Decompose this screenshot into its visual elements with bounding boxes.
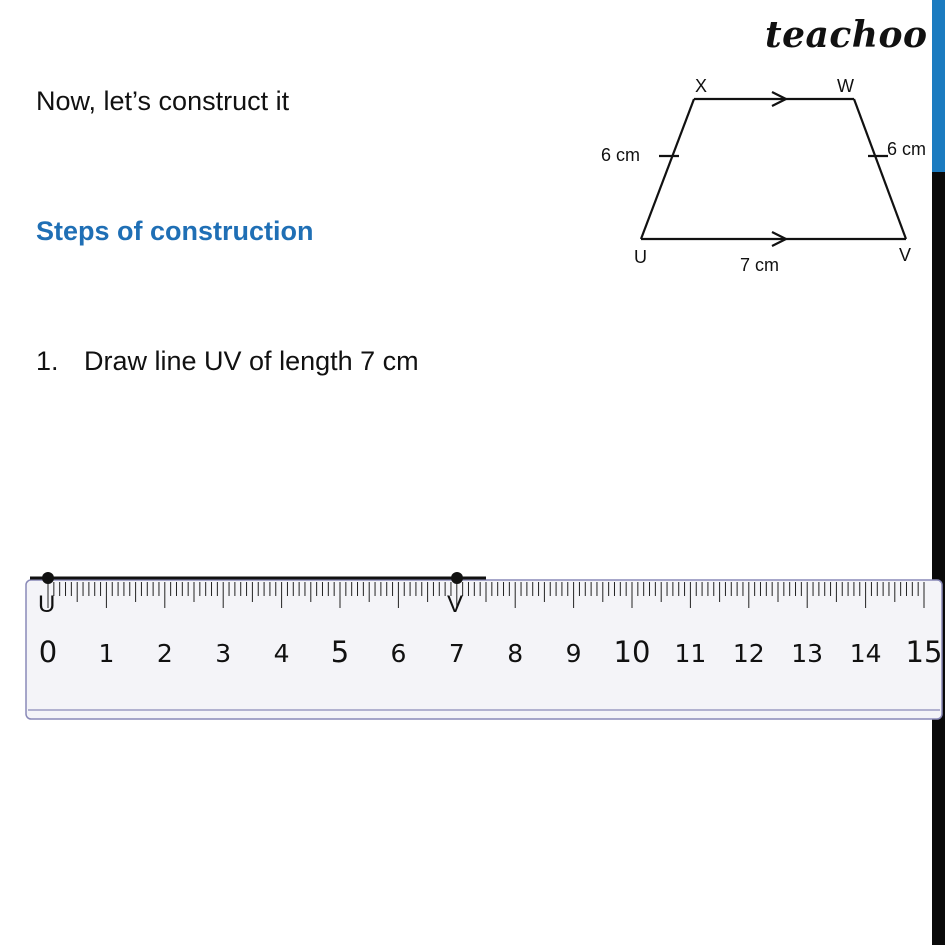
right-side-label: 6 cm xyxy=(887,139,927,159)
ruler-number: 12 xyxy=(732,639,765,668)
ruler-number: 10 xyxy=(613,635,651,669)
steps-heading: Steps of construction xyxy=(36,216,314,246)
ruler-number: 15 xyxy=(905,635,943,669)
point-u-label: U xyxy=(38,591,56,618)
ruler-number: 5 xyxy=(330,635,350,669)
point-v xyxy=(451,572,463,584)
ruler-number: 3 xyxy=(215,639,232,668)
teachoo-logo: teachoo xyxy=(765,14,928,56)
vertex-v-label: V xyxy=(899,245,912,265)
ruler-number: 4 xyxy=(273,639,290,668)
vertex-u-label: U xyxy=(634,247,647,267)
step-number: 1. xyxy=(36,346,59,376)
ruler-number: 1 xyxy=(98,639,115,668)
left-side-label: 6 cm xyxy=(601,145,641,165)
ruler-number: 11 xyxy=(674,639,707,668)
side-ux xyxy=(641,99,694,239)
ruler-number: 8 xyxy=(507,639,524,668)
point-v-label: V xyxy=(447,591,464,618)
ruler-number: 13 xyxy=(791,639,824,668)
step-text: Draw line UV of length 7 cm xyxy=(84,346,419,376)
ruler-number: 2 xyxy=(156,639,173,668)
side-vw xyxy=(854,99,906,239)
ruler-number: 7 xyxy=(448,639,465,668)
point-u xyxy=(42,572,54,584)
ruler-number: 0 xyxy=(38,635,58,669)
trapezium-diagram xyxy=(0,0,945,300)
ruler-number: 9 xyxy=(565,639,582,668)
ruler-construction xyxy=(0,560,945,740)
vertex-x-label: X xyxy=(695,76,708,96)
vertex-w-label: W xyxy=(837,76,854,96)
base-label: 7 cm xyxy=(740,255,780,275)
ruler-number: 6 xyxy=(390,639,407,668)
intro-text: Now, let’s construct it xyxy=(36,86,290,116)
ruler-number: 14 xyxy=(849,639,882,668)
